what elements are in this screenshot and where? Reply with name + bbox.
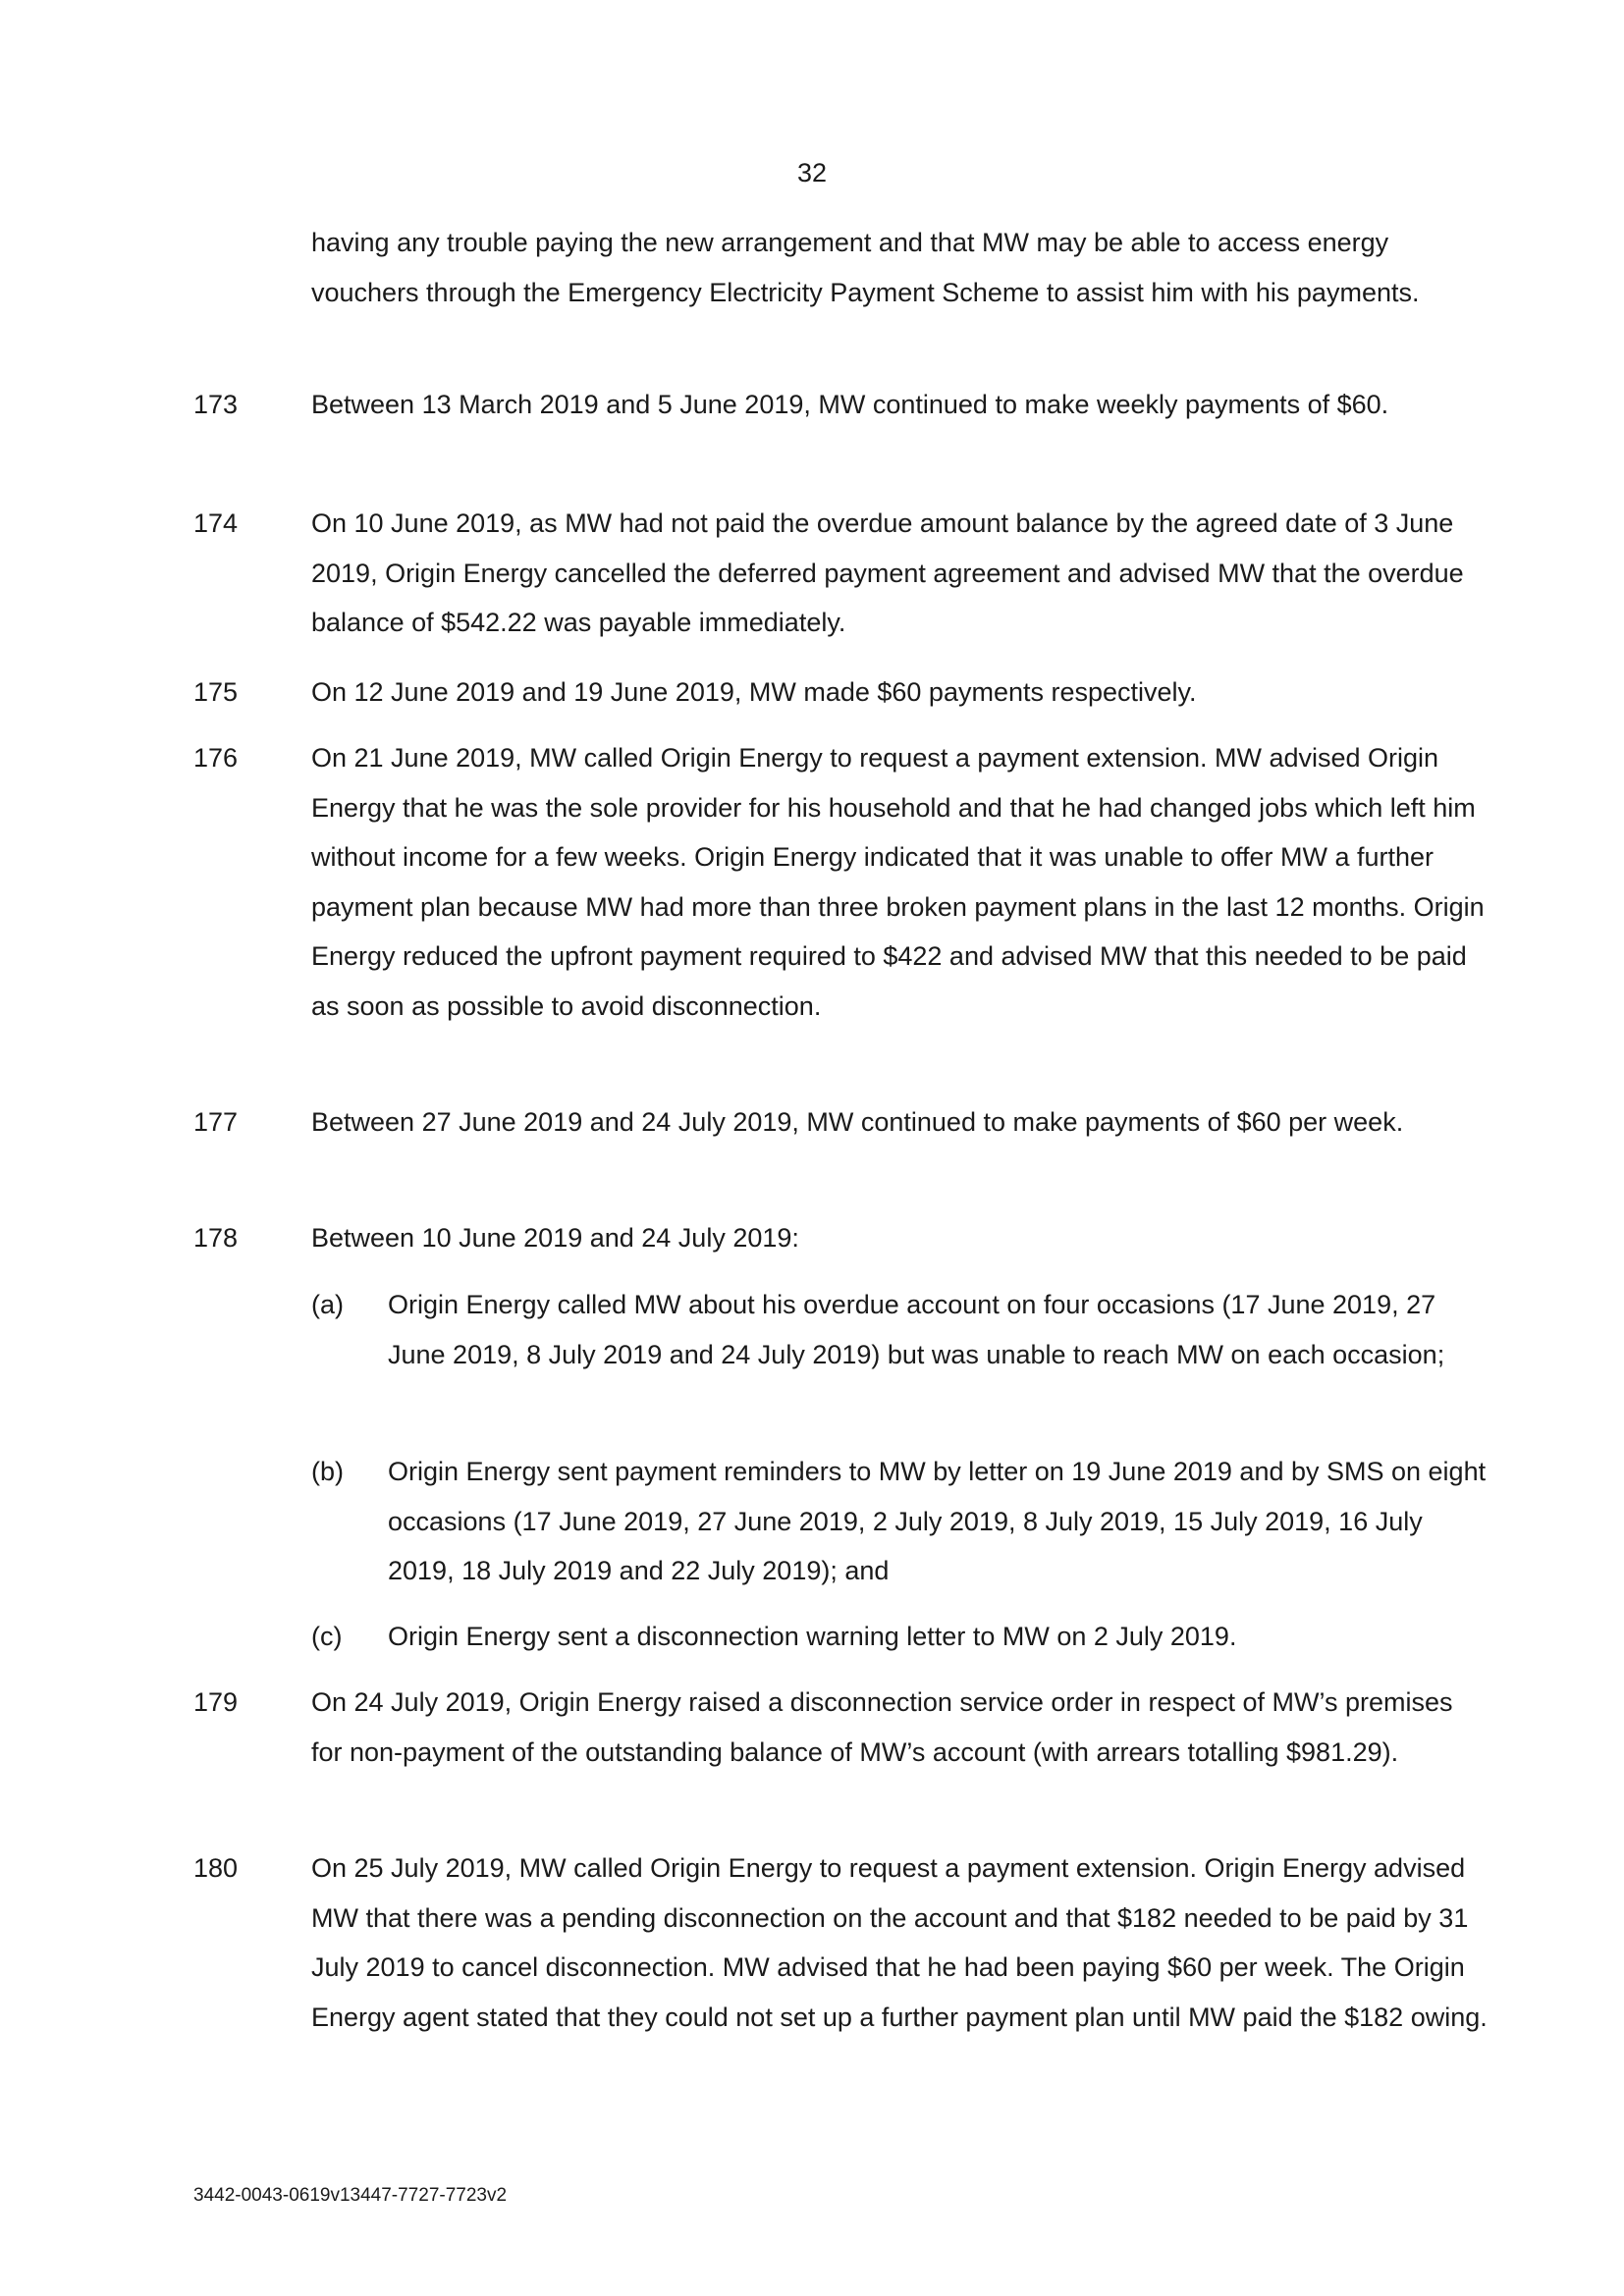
- paragraph-number: 176: [193, 743, 239, 773]
- paragraph-text: Between 27 June 2019 and 24 July 2019, MW continued to make payments of $60 per week.: [311, 1107, 1404, 1137]
- paragraph-text: Between 10 June 2019 and 24 July 2019:: [311, 1223, 799, 1253]
- subparagraph-label: (a): [311, 1290, 344, 1319]
- paragraph-number: 178: [193, 1223, 239, 1253]
- subparagraph-label: (b): [311, 1457, 344, 1486]
- subparagraph-text: Origin Energy sent a disconnection warning letter to MW on 2 July 2019.: [388, 1622, 1237, 1651]
- paragraph-text: On 21 June 2019, MW called Origin Energy to request a payment extension. MW advised Origin Energy that he was the sole provider for his household and that he had changed jobs which left him without income for a few weeks. Origin Energy indicated that it was unable to offer MW a further payment plan because MW had more than three broken payment plans in the last 12 months. Origin Energy reduced the upfront payment required to $422 and advised MW that this needed to be paid as soon as possible to avoid disconnection.: [311, 743, 1485, 1021]
- paragraph-number: 179: [193, 1687, 239, 1717]
- paragraph-text: On 12 June 2019 and 19 June 2019, MW made $60 payments respectively.: [311, 677, 1197, 707]
- paragraph-text: Between 13 March 2019 and 5 June 2019, MW continued to make weekly payments of $60.: [311, 390, 1389, 419]
- paragraph-number: 175: [193, 677, 239, 707]
- paragraph-number: 180: [193, 1853, 239, 1883]
- paragraph-text: On 25 July 2019, MW called Origin Energy to request a payment extension. Origin Energy advised MW that there was a pending disconnection on the account and that $182 needed to be paid by 31 July 2019 to cancel disconnection. MW advised that he had been paying $60 per week. The Origin Energy agent stated that they could not set up a further payment plan until MW paid the $182 owing.: [311, 1853, 1488, 2032]
- subparagraph-label: (c): [311, 1622, 343, 1651]
- paragraph-number: 177: [193, 1107, 239, 1137]
- paragraph-text: On 10 June 2019, as MW had not paid the overdue amount balance by the agreed date of 3 June 2019, Origin Energy cancelled the deferred payment agreement and advised MW that the overdue balance of $542.22 was payable immediately.: [311, 508, 1464, 637]
- paragraph-number: 173: [193, 390, 239, 419]
- subparagraph-text: Origin Energy called MW about his overdue account on four occasions (17 June 2019, 27 June 2019, 8 July 2019 and 24 July 2019) but was unable to reach MW on each occasion;: [388, 1290, 1445, 1369]
- page-number: 32: [796, 158, 828, 187]
- subparagraph-text: Origin Energy sent payment reminders to MW by letter on 19 June 2019 and by SMS on eight occasions (17 June 2019, 27 June 2019, 2 July 2019, 8 July 2019, 15 July 2019, 16 July 2019, 18 July 2019 and 22 July 2019); and: [388, 1457, 1487, 1585]
- document-reference-footer: 3442-0043-0619v13447-7727-7723v2: [193, 2185, 508, 2206]
- paragraph-text: On 24 July 2019, Origin Energy raised a disconnection service order in respect of MW’s premises for non-payment of the outstanding balance of MW’s account (with arrears totalling $981.29).: [311, 1687, 1453, 1767]
- paragraph-number: 174: [193, 508, 239, 538]
- paragraph-text: having any trouble paying the new arrangement and that MW may be able to access energy vouchers through the Emergency Electricity Payment Scheme to assist him with his payments.: [311, 228, 1420, 307]
